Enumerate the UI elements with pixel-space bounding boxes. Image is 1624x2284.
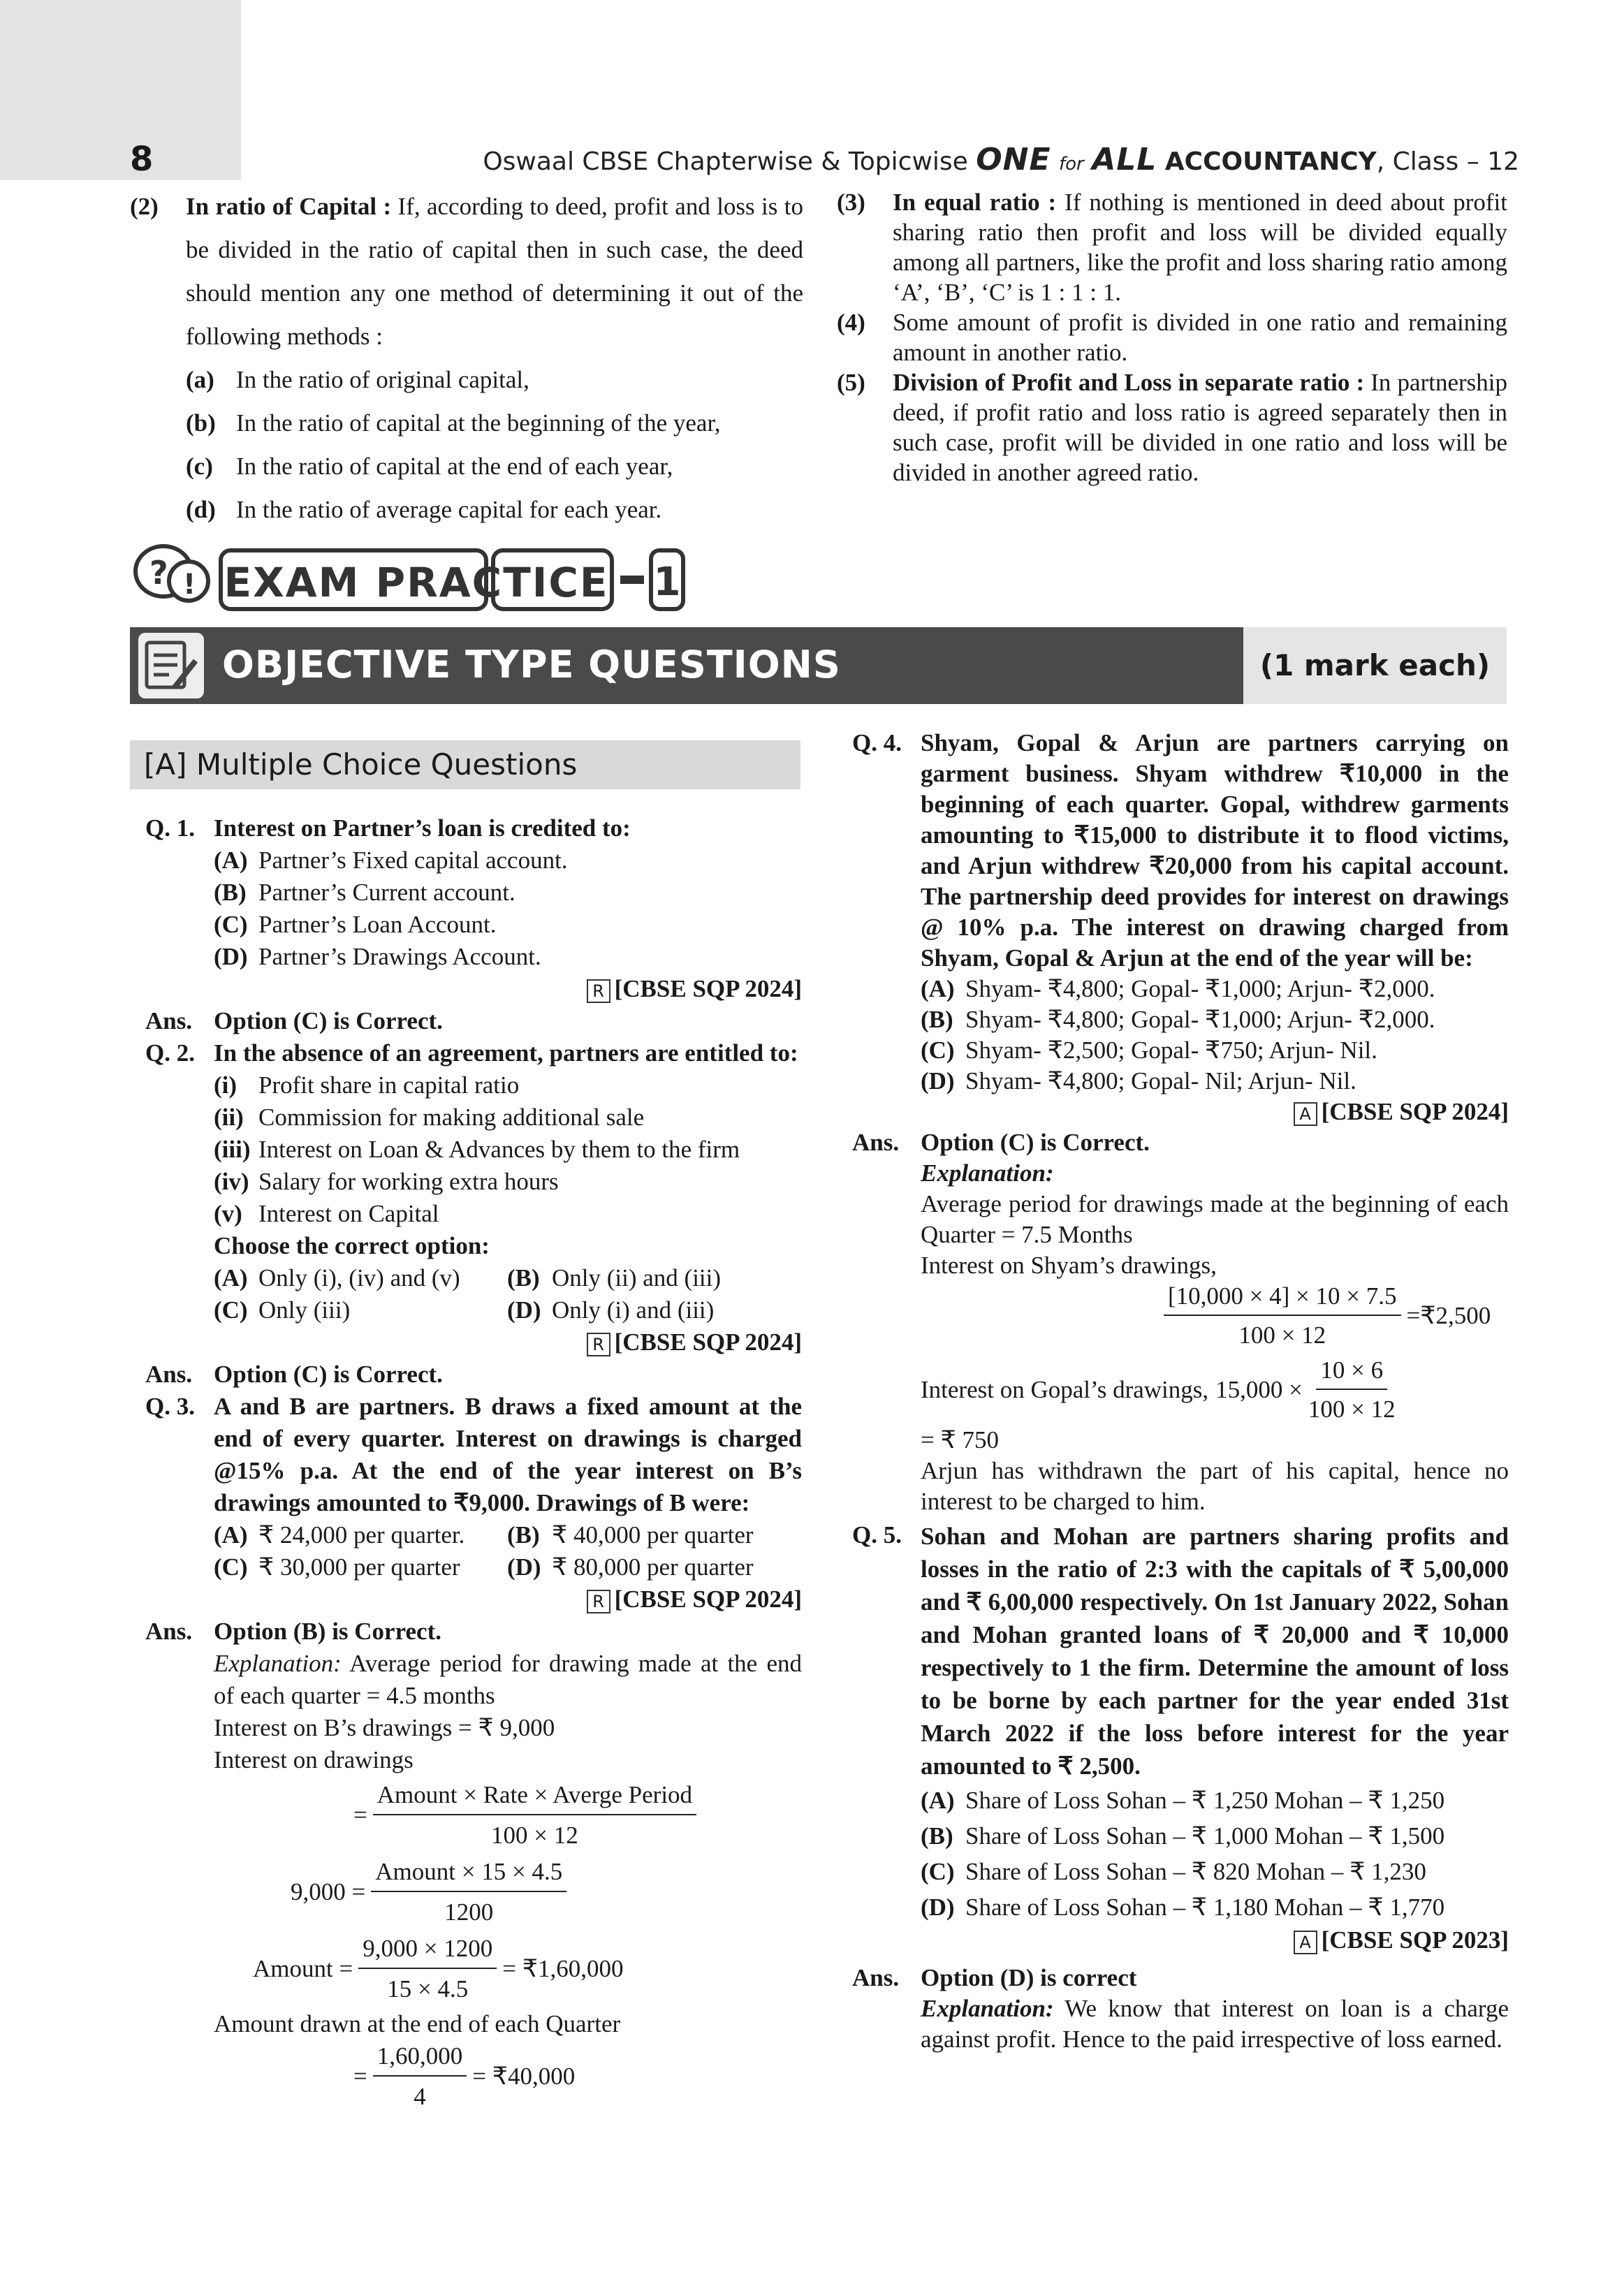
intro-text: In partnership deed, if profit ratio and loss ratio is agreed separately then in such case, profit will be divided in one ratio and loss will be divided in another agreed ratio. bbox=[893, 369, 1507, 486]
formula-result: = ₹ 750 bbox=[921, 1426, 1000, 1454]
option-marker: (D) bbox=[921, 1894, 955, 1921]
question-number: Q. 1. bbox=[145, 814, 195, 842]
brand-for: for bbox=[1059, 154, 1084, 175]
option-marker: (C) bbox=[214, 1296, 248, 1324]
question-3 bbox=[145, 1391, 802, 1616]
option-marker: (C) bbox=[214, 1553, 248, 1581]
question-text: Sohan and Mohan are partners sharing profits and losses in the ratio of 2:3 with the capitals of ₹ 5,00,000 and ₹ 6,00,000 respectively. On 1st January 2022, Sohan and Mohan granted loans of ₹ 20,000 and ₹ 10,000 respectively to 1 the firm. Determine the amount of loss to be borne by each partner for the year ended 31st March 2022 if the loss before interest for the year amounted to ₹ 2,500. bbox=[921, 1523, 1509, 1780]
remember-tag: R bbox=[587, 1590, 610, 1613]
option-text: ₹ 40,000 per quarter bbox=[552, 1521, 754, 1549]
option-text: ₹ 80,000 per quarter bbox=[552, 1553, 754, 1581]
source-label: [CBSE SQP 2023] bbox=[1321, 1926, 1509, 1954]
list-item: Interest on Capital bbox=[258, 1200, 439, 1227]
fraction-denominator: 1200 bbox=[444, 1898, 494, 1926]
answer-label: Ans. bbox=[852, 1129, 900, 1156]
option-marker: (B) bbox=[507, 1521, 540, 1549]
fraction-denominator: 15 × 4.5 bbox=[387, 1975, 469, 2003]
option-text: Share of Loss Sohan – ₹ 1,180 Mohan – ₹ 1,770 bbox=[965, 1894, 1445, 1921]
fraction-denominator: 100 × 12 bbox=[1308, 1396, 1396, 1423]
question-text: In the absence of an agreement, partners are entitled to: bbox=[214, 1039, 798, 1067]
explanation-text: Interest on Gopal’s drawings, bbox=[921, 1376, 1209, 1403]
explanation-text: Interest on B’s drawings = ₹ 9,000 bbox=[214, 1714, 555, 1741]
remember-tag: R bbox=[587, 1333, 610, 1356]
question-number: Q. 3. bbox=[145, 1393, 195, 1420]
list-item: In the ratio of original capital, bbox=[236, 366, 529, 393]
equals-sign: = bbox=[353, 2063, 367, 2090]
explanation-label: Explanation: bbox=[921, 1995, 1054, 2022]
intro-right bbox=[837, 187, 1507, 488]
intro-item-number: (3) bbox=[837, 189, 865, 216]
option-text: Shyam- ₹2,500; Gopal- ₹750; Arjun- Nil. bbox=[965, 1037, 1377, 1064]
explanation-text: Average period for drawing made at the end of each quarter = 4.5 months bbox=[214, 1650, 802, 1709]
answer-label: Ans. bbox=[145, 1007, 193, 1034]
answer-text: Option (C) is Correct. bbox=[214, 1361, 443, 1388]
list-marker: (d) bbox=[186, 496, 216, 523]
list-item: Commission for making additional sale bbox=[258, 1104, 645, 1131]
list-marker: (c) bbox=[186, 453, 213, 480]
answer-text: Option (D) is correct bbox=[921, 1964, 1137, 1991]
question-number: Q. 4. bbox=[852, 729, 902, 756]
answer-text: Option (C) is Correct. bbox=[921, 1129, 1150, 1156]
option-text: Shyam- ₹4,800; Gopal- Nil; Arjun- Nil. bbox=[965, 1067, 1356, 1095]
svg-text:!: ! bbox=[183, 569, 196, 601]
option-text: Only (iii) bbox=[258, 1296, 351, 1324]
explanation-text: We know that interest on loan is a charge against profit. Hence to the paid irrespective of loss earned. bbox=[921, 1995, 1509, 2053]
fraction-numerator: Amount × Rate × Averge Period bbox=[373, 1779, 696, 1815]
option-marker: (C) bbox=[214, 911, 248, 938]
class-label: , Class – 12 bbox=[1376, 147, 1519, 176]
intro-item-number: (4) bbox=[837, 309, 865, 336]
exam-practice-banner bbox=[130, 538, 689, 615]
list-item: Interest on Loan & Advances by them to the firm bbox=[258, 1136, 740, 1163]
option-text: Shyam- ₹4,800; Gopal- ₹1,000; Arjun- ₹2,000. bbox=[965, 1006, 1435, 1033]
option-text: Partner’s Current account. bbox=[258, 879, 515, 906]
option-text: Only (i), (iv) and (v) bbox=[258, 1264, 460, 1291]
answer-label: Ans. bbox=[145, 1618, 193, 1645]
question-bubble-icon bbox=[136, 546, 208, 601]
page-number: 8 bbox=[130, 140, 154, 179]
option-marker: (D) bbox=[507, 1553, 541, 1581]
answer-text: Option (B) is Correct. bbox=[214, 1618, 441, 1645]
question-2 bbox=[145, 1037, 802, 1359]
subject: ACCOUNTANCY bbox=[1164, 147, 1377, 176]
option-text: ₹ 30,000 per quarter bbox=[258, 1553, 460, 1581]
option-marker: (C) bbox=[921, 1037, 955, 1064]
intro-item-number: (2) bbox=[130, 193, 159, 220]
intro-lead: Division of Profit and Loss in separate ratio : bbox=[893, 369, 1365, 396]
option-text: Share of Loss Sohan – ₹ 1,250 Mohan – ₹ 1,250 bbox=[965, 1787, 1445, 1814]
brand-one: ONE bbox=[976, 142, 1051, 177]
option-marker: (A) bbox=[921, 1787, 955, 1814]
answer-label: Ans. bbox=[852, 1964, 900, 1991]
formula-lhs: Amount = bbox=[253, 1955, 353, 1982]
explanation-text: Arjun has withdrawn the part of his capital, hence no interest to be charged to him. bbox=[921, 1457, 1509, 1515]
left-question-column bbox=[145, 812, 802, 2113]
explanation-text: Average period for drawings made at the beginning of each Quarter = 7.5 Months bbox=[921, 1190, 1509, 1248]
exam-practice-title: EXAM PRACTICE bbox=[224, 559, 609, 606]
fraction-numerator: 9,000 × 1200 bbox=[358, 1933, 497, 1969]
option-marker: (A) bbox=[921, 975, 955, 1002]
formula-lhs: 15,000 × bbox=[1215, 1376, 1303, 1403]
list-item: Profit share in capital ratio bbox=[258, 1071, 520, 1099]
formula-lhs: 9,000 = bbox=[291, 1878, 366, 1905]
intro-item-number: (5) bbox=[837, 369, 865, 396]
mcq-heading: [A] Multiple Choice Questions bbox=[130, 740, 800, 789]
option-text: ₹ 24,000 per quarter. bbox=[258, 1521, 465, 1549]
apply-tag: A bbox=[1294, 1102, 1317, 1126]
explanation-label: Explanation: bbox=[921, 1159, 1054, 1187]
option-marker: (A) bbox=[214, 847, 248, 874]
question-number: Q. 2. bbox=[145, 1039, 195, 1067]
option-text: Partner’s Loan Account. bbox=[258, 911, 497, 938]
option-marker: (D) bbox=[214, 943, 248, 970]
formula-4 bbox=[214, 2040, 802, 2113]
pencil-note-icon bbox=[138, 633, 204, 698]
running-header bbox=[483, 142, 1519, 177]
formula-shyam bbox=[921, 1281, 1509, 1351]
option-marker: (D) bbox=[507, 1296, 541, 1324]
intro-left bbox=[130, 185, 803, 532]
explanation-label: Explanation: bbox=[214, 1650, 342, 1677]
list-item: In the ratio of capital at the beginning of the year, bbox=[236, 409, 721, 437]
question-text: Shyam, Gopal & Arjun are partners carrying on garment business. Shyam withdrew ₹10,000 in the beginning of each quarter. Gopal, withdrew garments amounting to ₹15,000 to distribute it to flood victims, and Arjun withdrew ₹20,000 from his capital account. The partnership deed provides for interest on drawings @ 10% p.a. The interest on drawing charged from Shyam, Gopal & Arjun at the end of the year will be: bbox=[921, 729, 1509, 972]
fraction-numerator: [10,000 × 4] × 10 × 7.5 bbox=[1164, 1281, 1401, 1316]
explanation-text: Amount drawn at the end of each Quarter bbox=[214, 2010, 621, 2037]
list-item: In the ratio of capital at the end of each year, bbox=[236, 453, 673, 480]
fraction-denominator: 100 × 12 bbox=[491, 1822, 578, 1849]
question-text: A and B are partners. B draws a fixed amount at the end of every quarter. Interest on drawings is charged @15% p.a. At the end of the year interest on B’s drawings amounted to ₹9,000. Drawings of B were: bbox=[214, 1393, 802, 1516]
brand-all: ALL bbox=[1092, 142, 1157, 177]
option-text: Share of Loss Sohan – ₹ 1,000 Mohan – ₹ 1,500 bbox=[965, 1822, 1445, 1850]
list-marker: (iv) bbox=[214, 1168, 249, 1195]
list-marker: (i) bbox=[214, 1071, 237, 1099]
section-title: OBJECTIVE TYPE QUESTIONS bbox=[222, 643, 841, 687]
option-marker: (B) bbox=[507, 1264, 540, 1291]
option-marker: (D) bbox=[921, 1067, 955, 1095]
source-label: [CBSE SQP 2024] bbox=[1321, 1098, 1509, 1125]
svg-text:?: ? bbox=[149, 554, 168, 592]
apply-tag: A bbox=[1294, 1931, 1317, 1954]
question-text: Interest on Partner’s loan is credited to: bbox=[214, 814, 631, 842]
intro-text: If nothing is mentioned in deed about profit sharing ratio then profit and loss will be divided equally among all partners, like the profit and loss sharing ratio among ‘A’, ‘B’, ‘C’ is 1 : 1 : 1. bbox=[893, 189, 1507, 306]
formula-gopal bbox=[921, 1355, 1509, 1425]
option-text: Partner’s Drawings Account. bbox=[258, 943, 541, 970]
formula-result: = ₹1,60,000 bbox=[502, 1955, 624, 1982]
marks-label: (1 mark each) bbox=[1243, 627, 1507, 704]
intro-text: Some amount of profit is divided in one ratio and remaining amount in another ratio. bbox=[893, 309, 1507, 366]
fraction-denominator: 4 bbox=[414, 2083, 426, 2110]
intro-text: If, according to deed, profit and loss is to be divided in the ratio of capital then in such case, the deed should mention any one method of determining it out of the following methods : bbox=[186, 193, 803, 350]
question-1 bbox=[145, 812, 802, 1005]
explanation-text: Interest on drawings bbox=[214, 1746, 414, 1773]
list-item: In the ratio of average capital for each year. bbox=[236, 496, 662, 523]
answer-text: Option (C) is Correct. bbox=[214, 1007, 443, 1034]
option-text: Partner’s Fixed capital account. bbox=[258, 847, 568, 874]
formula-result: =₹2,500 bbox=[1406, 1302, 1491, 1329]
option-text: Only (i) and (iii) bbox=[552, 1296, 715, 1324]
option-marker: (A) bbox=[214, 1521, 248, 1549]
source-label: [CBSE SQP 2024] bbox=[614, 1328, 802, 1356]
list-marker: (b) bbox=[186, 409, 216, 437]
option-marker: (B) bbox=[921, 1006, 953, 1033]
list-marker: (iii) bbox=[214, 1136, 251, 1163]
formula-1 bbox=[214, 1779, 802, 1852]
list-marker: (v) bbox=[214, 1200, 242, 1227]
fraction-denominator: 100 × 12 bbox=[1238, 1322, 1326, 1349]
intro-lead: In equal ratio : bbox=[893, 189, 1057, 216]
source-label: [CBSE SQP 2024] bbox=[614, 1586, 802, 1613]
list-marker: (a) bbox=[186, 366, 214, 393]
right-question-column bbox=[852, 728, 1509, 2055]
fraction-numerator: Amount × 15 × 4.5 bbox=[371, 1856, 566, 1892]
question-number: Q. 5. bbox=[852, 1521, 902, 1549]
question-4 bbox=[852, 728, 1509, 1127]
fraction-numerator: 10 × 6 bbox=[1316, 1355, 1387, 1390]
intro-lead: In ratio of Capital : bbox=[186, 193, 392, 220]
option-text: Shyam- ₹4,800; Gopal- ₹1,000; Arjun- ₹2,000. bbox=[965, 975, 1435, 1002]
equals-sign: = bbox=[353, 1801, 367, 1829]
formula-2 bbox=[214, 1856, 802, 1928]
explanation-text: Interest on Shyam’s drawings, bbox=[921, 1252, 1217, 1279]
list-marker: (ii) bbox=[214, 1104, 244, 1131]
list-item: Salary for working extra hours bbox=[258, 1168, 559, 1195]
option-marker: (C) bbox=[921, 1858, 955, 1885]
exam-practice-number: 1 bbox=[653, 559, 681, 605]
option-marker: (B) bbox=[921, 1822, 953, 1850]
question-5 bbox=[852, 1520, 1509, 1956]
remember-tag: R bbox=[587, 979, 610, 1003]
formula-result: = ₹40,000 bbox=[472, 2063, 576, 2090]
running-prefix: Oswaal CBSE Chapterwise & Topicwise bbox=[483, 147, 968, 176]
choose-prompt: Choose the correct option: bbox=[214, 1232, 490, 1259]
option-marker: (B) bbox=[214, 879, 247, 906]
option-text: Share of Loss Sohan – ₹ 820 Mohan – ₹ 1,230 bbox=[965, 1858, 1426, 1885]
answer-label: Ans. bbox=[145, 1361, 193, 1388]
source-label: [CBSE SQP 2024] bbox=[614, 975, 802, 1002]
option-marker: (A) bbox=[214, 1264, 248, 1291]
section-title-bar bbox=[130, 627, 1243, 704]
option-text: Only (ii) and (iii) bbox=[552, 1264, 722, 1291]
page-number-box bbox=[0, 0, 241, 180]
fraction-numerator: 1,60,000 bbox=[373, 2040, 467, 2077]
formula-3 bbox=[214, 1933, 802, 2005]
